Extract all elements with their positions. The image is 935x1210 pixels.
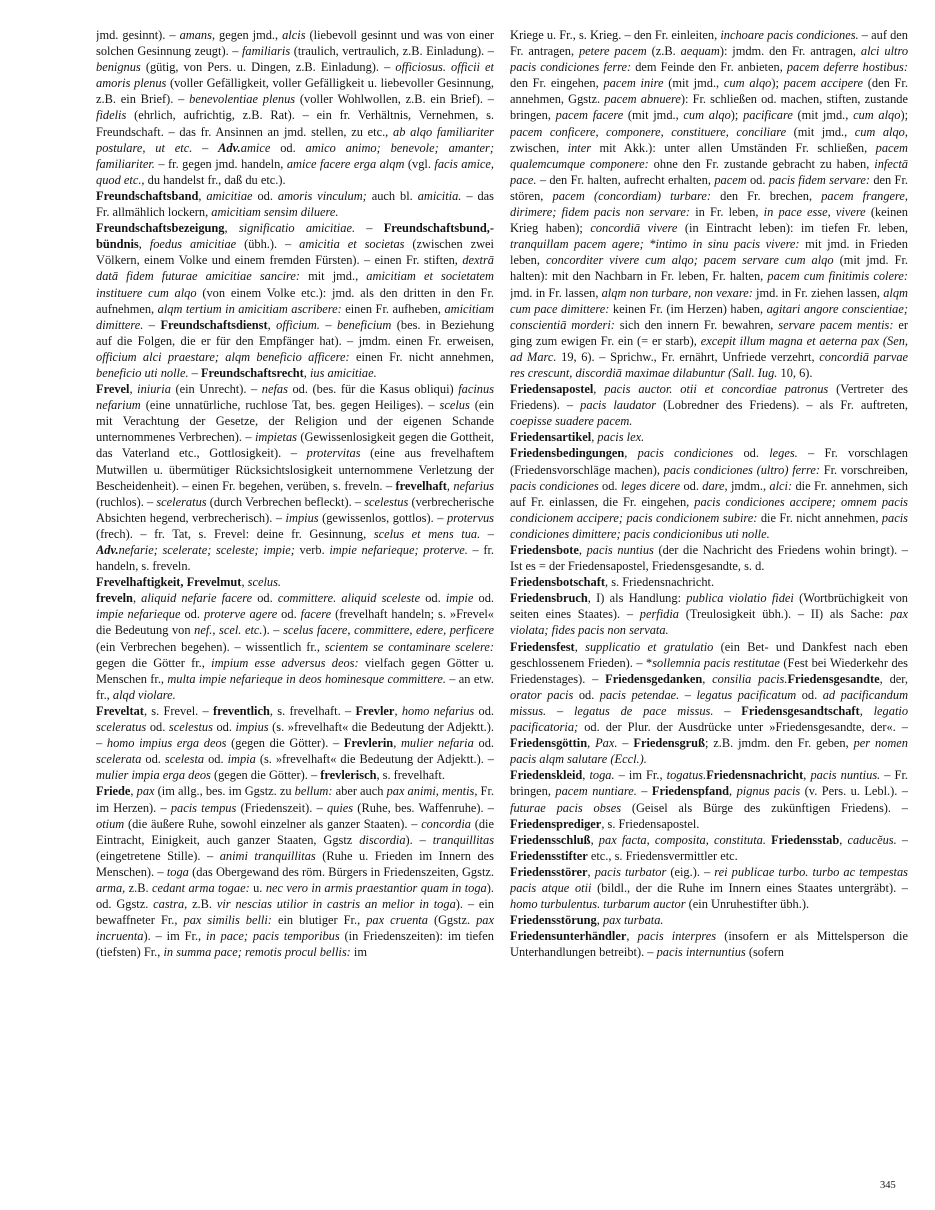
dictionary-entry: Friedensschluß, pax facta, composita, constituta. Friedensstab, caducĕus. – Friedensstifter etc., s. Friedensvermittler etc.: [510, 832, 908, 863]
page-number: 345: [880, 1180, 896, 1191]
dictionary-entry: Freveltat, s. Frevel. – freventlich, s. frevelhaft. – Frevler, homo nefarius od. sceleratus od. scelestus od. impius (s. »frevelhaft« die Bedeutung der Adjektt.). – homo impius erga deos (gegen die Götter). – Frevlerin, mulier nefaria od. scelerata od. scelesta od. impia (s. »frevelhaft« die Bedeutung der Adjektt.). – mulier impia erga deos (gegen die Götter). – frevlerisch, s. frevelhaft.: [96, 703, 494, 783]
dictionary-entry: Friedensapostel, pacis auctor. otii et concordiae patronus (Vertreter des Friedens). – pacis laudator (Lobredner des Friedens). – als Fr. auftreten, coepisse suadere pacem.: [510, 382, 908, 429]
dictionary-entry: Friedensbote, pacis nuntius (der die Nachricht des Friedens wohin bringt). – Ist es = der Friedensapostel, Friedensgesandte, s. d.: [510, 543, 908, 574]
dictionary-entry: Freundschaftsband, amicitiae od. amoris vinculum; auch bl. amicitia. – das Fr. allmählich lockern, amicitiam sensim diluere.: [96, 188, 494, 220]
right-column: [510, 27, 908, 1177]
dictionary-entry: Friedenskleid, toga. – im Fr., togatus.Friedensnachricht, pacis nuntius. – Fr. bringen, pacem nuntiare. – Friedenspfand, pignus pacis (v. Pers. u. Lebl.). – futurae pacis obses (Geisel als Bürge des zukünftigen Friedens). – Friedensprediger, s. Friedensapostel.: [510, 768, 908, 831]
dictionary-entry: Friedensbedingungen, pacis condiciones od. leges. – Fr. vorschlagen (Friedensvorschläge machen), pacis condiciones (ultro) ferre: Fr. vorschreiben, pacis condiciones od. leges dicere od. dare, jmdm., alci: die Fr. annehmen, sich auf Fr. einlassen, die Fr. eingehen, pacis condiciones accipere; omnem pacis condicionem accipere; pacis condicionem subire: die Fr. nicht annehmen, pacis condiciones dimittere; pacis condicionibus uti nolle.: [510, 446, 908, 541]
dictionary-entry: Friede, pax (im allg., bes. im Ggstz. zu bellum: aber auch pax animi, mentis, Fr. im Herzen). – pacis tempus (Friedenszeit). – quies (Ruhe, bes. Waffenruhe). – otium (die äußere Ruhe, sowohl einzelner als ganzer Staaten). – concordia (die Eintracht, Einigkeit, auch ganzer Staaten, Ggstz discordia). – tranquillitas (eingetretene Stille). – animi tranquillitas (Ruhe u. Frieden im Innern des Menschen). – toga (das Obergewand des röm. Bürgers in Friedenszeiten, Ggstz. arma, z.B. cedant arma togae: u. nec vero in armis praestantior quam in toga). od. Ggstz. castra, z.B. vir nescias utilior in castris an melior in toga). – ein bewaffneter Fr., pax similis belli: ein blutiger Fr., pax cruenta (Ggstz. pax incruenta). – im Fr., in pace; pacis temporibus (in Friedenszeiten): im tiefen (tiefsten) Fr., in summa pace; remotis procul bellis: im: [96, 784, 494, 960]
dictionary-entry: Friedensartikel, pacis lex.: [510, 430, 645, 445]
left-column: [96, 27, 494, 1177]
dictionary-entry: Friedensstörer, pacis turbator (eig.). – rei publicae turbo. turbo ac tempestas pacis atque otii (bildl., der die Ruhe im Innern eines Staates untergräbt). – homo turbulentus. turbarum auctor (ein Unruhestifter übh.).: [510, 864, 908, 912]
dictionary-entry: Freundschaftsbezeigung, significatio amicitiae. – Freundschaftsbund,-bündnis, foedus amicitiae (übh.). – amicitia et societas (zwischen zwei Völkern, einem Volke und einem fremden Fürsten). – einen Fr. stiften, dextrā datā fidem futurae amicitiae sancire: mit jmd., amicitiam et societatem instituere cum alqo (von einem Volke etc.): jmd. als den dritten in den Fr. aufnehmen, alqm tertium in amicitiam ascribere: einen Fr. aufheben, amicitiam dimittere. – Freundschaftsdienst, officium. – beneficium (bes. in Beziehung auf die Folgen, die er für den Empfänger hat). – jmdm. einen Fr. erweisen, officium alci praestare; alqm beneficio afficere: einen Fr. nicht annehmen, beneficio uti nolle. – Freundschaftsrecht, ius amicitiae.: [96, 221, 494, 380]
dictionary-entry: Friedensbruch, I) als Handlung: publica violatio fidei (Wortbrüchigkeit von seiten eines Staates). – perfidia (Treulosigkeit übh.). – II) als Sache: pax violata; fides pacis non servata.: [510, 591, 908, 638]
dictionary-entry: Frevel, iniuria (ein Unrecht). – nefas od. (bes. für die Kasus obliqui) facinus nefarium (eine unnatürliche, ruchlose Tat, bes. gegen Heiliges). – scelus (ein mit Verachtung der Gesetze, der Religion und der eigenen Schande unternommenes Verbrechen). – impietas (Gewissenlosigkeit gegen die Gottheit, das Vaterland etc., Gottlosigkeit). – protervitas (eine aus frevelhaftem Mutwillen u. übermütiger Rücksichtslosigkeit unternommene Verletzung der Bescheidenheit). – einen Fr. begehen, verüben, s. freveln. – frevelhaft, nefarius (ruchlos). – sceleratus (durch Verbrechen befleckt). – scelestus (verbrecherische Absichten hegend, verbrecherisch). – impius (gewissenlos, gottlos). – protervus (frech). – fr. Tat, s. Frevel: deine fr. Gesinnung, scelus et mens tua. – Adv.nefarie; scelerate; sceleste; impie; verb. impie nefarieque; proterve. – fr. handeln, s. freveln.: [96, 382, 494, 574]
dictionary-entry: Friedensstörung, pax turbata.: [510, 913, 664, 928]
dictionary-entry: jmd. gesinnt). – amans, gegen jmd., alcis (liebevoll gesinnt und was von einer solchen Gesinnung zeugt). – familiaris (traulich, vertraulich, z.B. Einladung). – benignus (gütig, von Pers. u. Dingen, z.B. Einladung). – officiosus. officii et amoris plenus (voller Gefälligkeit, voller Gefälligkeit u. liebevoller Gesinnung, z.B. ein Brief). – benevolentiae plenus (voller Wohlwollen, z.B. ein Brief). – fidelis (ehrlich, aufrichtig, z.B. Rat). – ein fr. Verhältnis, Vernehmen, s. Freundschaft. – das fr. Ansinnen an jmd. stellen, zu etc., ab alqo familiariter postulare, ut etc. – Adv.amice od. amico animo; benevole; amanter; familiariter. – fr. gegen jmd. handeln, amice facere erga alqm (vgl. facis amice, quod etc., du handelst fr., daß du etc.).: [96, 28, 494, 187]
dictionary-entry: Kriege u. Fr., s. Krieg. – den Fr. einleiten, inchoare pacis condiciones. – auf den Fr. antragen, petere pacem (z.B. aequam): jmdm. den Fr. antragen, alci ultro pacis condiciones ferre: dem Feinde den Fr. anbieten, pacem deferre hostibus: den Fr. eingehen, pacem inire (mit jmd., cum alqo); pacem accipere (den Fr. annehmen, Ggstz. pacem abnuere): Fr. schließen od. machen, stiften, zustande bringen, pacem facere (mit jmd., cum alqo); pacificare (mit jmd., cum alqo); pacem conficere, componere, constituere, conciliare (mit jmd., cum alqo, zwischen, inter mit Akk.): unter allen Umständen Fr. schließen, pacem qualemcumque componere: ohne den Fr. zustande gebracht zu haben, infectā pace. – den Fr. halten, aufrecht erhalten, pacem od. pacis fidem servare: den Fr. stören, pacem (concordiam) turbare: den Fr. brechen, pacem frangere, dirimere; fidem pacis non servare: in Fr. leben, in pace esse, vivere (keinen Krieg haben); concordiā vivere (in Eintracht leben): im tiefen Fr. leben, tranquillam pacem agere; *intimo in sinu pacis vivere: mit jmd. in Frieden leben, concorditer vivere cum alqo; pacem servare cum alqo (mit jmd. Fr. halten): mit den Nachbarn in Fr. leben, Fr. halten, pacem cum finitimis colere: jmd. in Fr. lassen, alqm non turbare, non vexare: jmd. in Fr. ziehen lassen, alqm cum pace dimittere: keinen Fr. (im Herzen) haben, agitari angore conscientiae; conscientiā morderi: sich den innern Fr. bewahren, servare pacem mentis: er ging zum ewigen Fr. ein (= er starb), excepit illum magna et aeterna pax (Sen, ad Marc. 19, 6). – Sprichw., Fr. ernährt, Unfriede verzehrt, concordiā parvae res crescunt, discordiā maximae dilabuntur (Sall. Iug. 10, 6).: [510, 28, 908, 380]
dictionary-entry: freveln, aliquid nefarie facere od. committere. aliquid sceleste od. impie od. impie nefarieque od. proterve agere od. facere (frevelhaft handeln; s. »Frevel« die Bedeutung von nef., scel. etc.). – scelus facere, committere, edere, perficere (ein Verbrechen begehen). – wissentlich fr., scientem se contaminare scelere: gegen die Götter fr., impium esse adversus deos: vielfach gegen Götter u. Menschen fr., multa impie nefarieque in deos hominesque committere. – an etw. fr., alqd violare.: [96, 591, 494, 702]
dictionary-entry: Friedensbotschaft, s. Friedensnachricht.: [510, 575, 715, 590]
dictionary-entry: Friedensunterhändler, pacis interpres (insofern er als Mittelsperson die Unterhandlungen betreibt). – pacis internuntius (sofern: [510, 929, 908, 960]
dictionary-entry: Friedensfest, supplicatio et gratulatio (ein Bet- und Dankfest nach eben geschlossenem Frieden). – *sollemnia pacis restitutae (Fest bei Wiederkehr des Friedenstages). – Friedensgedanken, consilia pacis.Friedensgesandte, der, orator pacis od. pacis petendae. – legatus pacificatum od. ad pacificandum missus. – legatus de pace missus. – Friedensgesandtschaft, legatio pacificatoria; od. der Plur. der Ausdrücke unter »Friedensgesandte, der«. – Friedensgöttin, Pax. – Friedensgruß; z.B. jmdm. den Fr. geben, per nomen pacis alqm salutare (Eccl.).: [510, 639, 908, 767]
dictionary-entry: Frevelhaftigkeit, Frevelmut, scelus.: [96, 575, 282, 590]
